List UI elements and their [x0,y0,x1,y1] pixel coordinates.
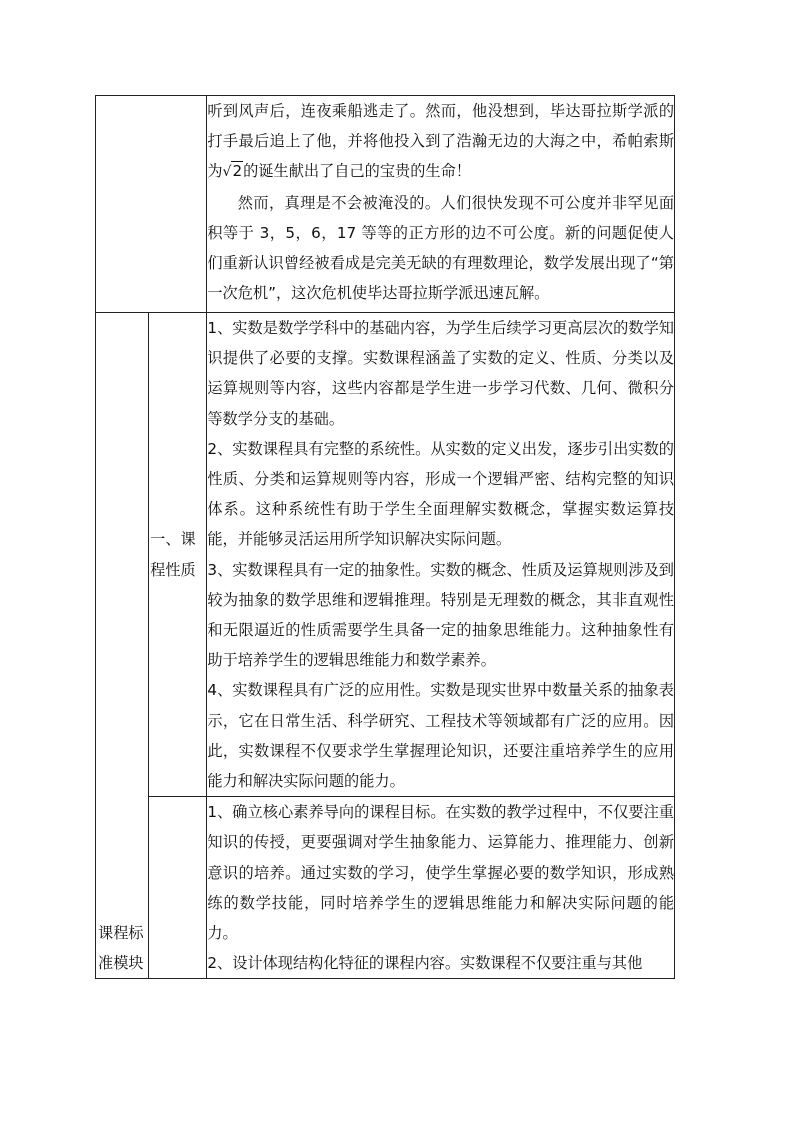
nature-label: 一、课程性质 [150,530,196,579]
story-text-after: 的诞生献出了自己的宝贵的生命！ [243,162,471,181]
story-text-before: 听到风声后，连夜乘船逃走了。然而，他没想到，毕达哥拉斯学派的打手最后追上了他，并将他投入到了浩瀚无边的大海之中，希帕索斯为 [207,102,674,181]
concept-paragraph: 1、确立核心素养导向的课程目标。在实数的教学过程中，不仅要注重知识的传授，更要强调对学生抽象能力、运算能力、推理能力、创新意识的培养。通过实数的学习，使学生掌握必要的数学知识，形成熟练的数学技能，同时培养学生的逻辑思维能力和解决实际问题的能力。 [207,803,674,943]
document-table [95,95,675,979]
concept-content-cell [207,797,675,979]
nature-paragraph: 3、实数课程具有一定的抽象性。实数的概念、性质及运算规则涉及到较为抽象的数学思维和逻辑推理。特别是无理数的概念，其非直观性和无限逼近的性质需要学生具备一定的抽象思维能力。这种抽象性有助于培养学生的逻辑思维能力和数学素养。 [207,560,674,670]
concept-paragraph: 2、设计体现结构化特征的课程内容。实数课程不仅要注重与其他 [207,954,643,973]
sqrt-radicand: 2 [232,162,243,181]
nature-paragraph: 2、实数课程具有完整的系统性。从实数的定义出发，逐步引出实数的性质、分类和运算规则等内容，形成一个逻辑严密、结构完整的知识体系。这种系统性有助于学生全面理解实数概念，掌握实数运算技能，并能够灵活运用所学知识解决实际问题。 [207,439,674,549]
nature-paragraph: 4、实数课程具有广泛的应用性。实数是现实世界中数量关系的抽象表示，它在日常生活、科学研究、工程技术等领域都有广泛的应用。因此，实数课程不仅要求学生掌握理论知识，还要注重培养学生的应用能力和解决实际问题的能力。 [207,681,674,791]
table-cell-empty [96,96,207,313]
nature-content-cell [207,313,675,797]
story-paragraph: 然而，真理是不会被淹没的。人们很快发现不可公度并非罕见面积等于 3，5，6，17 等等的正方形的边不可公度。新的问题促使人们重新认识曾经被看成是完美无缺的有理数理论，数学发展出现了“第一次危机”，这次危机使毕达哥拉斯学派迅速瓦解。 [207,193,674,303]
story-paragraph [207,96,674,188]
nature-paragraph: 1、实数是数学学科中的基础内容，为学生后续学习更高层次的数学知识提供了必要的支撑。实数课程涵盖了实数的定义、性质、分类以及运算规则等内容，这些内容都是学生进一步学习代数、几何、微积分等数学分支的基础。 [207,319,674,428]
module-label-cell [96,313,149,979]
nature-label-cell [149,313,207,797]
concept-label-cell [149,797,207,979]
sqrt-expression [223,162,244,180]
module-label: 课程标准模块 [98,924,144,973]
sqrt-symbol: √ [222,164,232,181]
table-row [96,313,675,797]
story-cell [207,96,675,313]
table-row [96,96,675,313]
table-row [96,797,675,979]
